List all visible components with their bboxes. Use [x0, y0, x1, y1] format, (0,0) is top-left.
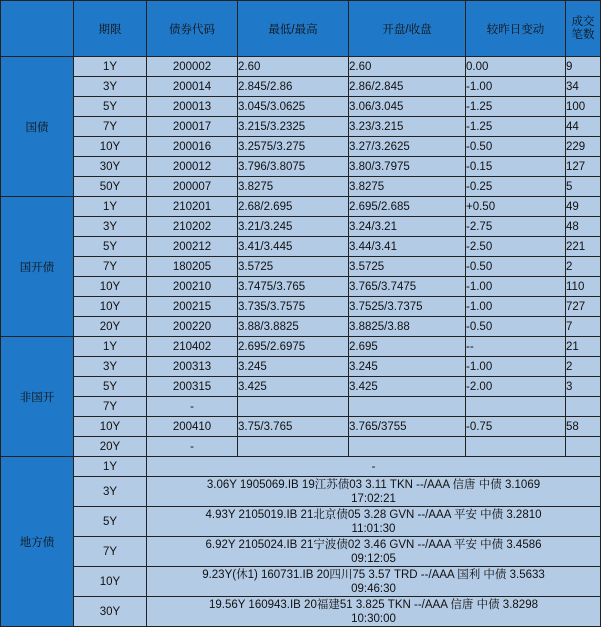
- bond-code-cell: -: [147, 397, 238, 417]
- table-row: [1, 537, 601, 567]
- category-cell: 国开债: [1, 197, 74, 337]
- trade-count-cell: 2: [566, 257, 601, 277]
- tenor-cell: 5Y: [74, 377, 147, 397]
- local-bond-time: 09:46:30: [351, 582, 396, 595]
- bond-code-cell: 180205: [147, 257, 238, 277]
- table-row: [1, 197, 601, 217]
- change-cell: -1.25: [466, 97, 566, 117]
- table-row: [1, 477, 601, 507]
- bond-code-cell: 200210: [147, 277, 238, 297]
- trade-count-cell: 127: [566, 157, 601, 177]
- trade-count-cell: [566, 437, 601, 457]
- header-code: 债券代码: [147, 1, 238, 57]
- trade-count-cell: 3: [566, 377, 601, 397]
- header-corner: [1, 1, 74, 57]
- tenor-cell: 7Y: [74, 257, 147, 277]
- open-close-cell: 3.8275: [349, 177, 466, 197]
- change-cell: -1.00: [466, 277, 566, 297]
- change-cell: [466, 397, 566, 417]
- trade-count-cell: 229: [566, 137, 601, 157]
- trade-count-cell: 5: [566, 177, 601, 197]
- header-open-close: 开盘/收盘: [349, 1, 466, 57]
- low-high-cell: 2.695/2.6975: [238, 337, 349, 357]
- table-row: [1, 57, 601, 77]
- open-close-cell: 2.695: [349, 337, 466, 357]
- tenor-cell: 3Y: [74, 217, 147, 237]
- tenor-cell: 1Y: [74, 57, 147, 77]
- trade-count-cell: 100: [566, 97, 601, 117]
- local-bond-time: 17:02:21: [351, 492, 396, 505]
- tenor-cell: 10Y: [74, 297, 147, 317]
- change-cell: [466, 437, 566, 457]
- tenor-cell: 5Y: [74, 507, 147, 537]
- low-high-cell: 3.75/3.765: [238, 417, 349, 437]
- bond-code-cell: 200002: [147, 57, 238, 77]
- tenor-cell: 30Y: [74, 597, 147, 627]
- change-cell: +0.50: [466, 197, 566, 217]
- tenor-cell: 10Y: [74, 417, 147, 437]
- table-row: [1, 417, 601, 437]
- trade-count-cell: 21: [566, 337, 601, 357]
- local-bond-detail-cell: [147, 477, 601, 507]
- category-cell: 地方债: [1, 457, 74, 627]
- tenor-cell: 3Y: [74, 77, 147, 97]
- low-high-cell: 2.845/2.86: [238, 77, 349, 97]
- open-close-cell: 3.80/3.7975: [349, 157, 466, 177]
- bond-code-cell: 200215: [147, 297, 238, 317]
- low-high-cell: 3.045/3.0625: [238, 97, 349, 117]
- tenor-cell: 30Y: [74, 157, 147, 177]
- low-high-cell: 2.60: [238, 57, 349, 77]
- open-close-cell: 3.8825/3.88: [349, 317, 466, 337]
- local-bond-time: 11:01:30: [351, 522, 396, 535]
- change-cell: -0.25: [466, 177, 566, 197]
- open-close-cell: 2.60: [349, 57, 466, 77]
- low-high-cell: 3.41/3.445: [238, 237, 349, 257]
- bond-code-cell: -: [147, 437, 238, 457]
- bond-code-cell: 200315: [147, 377, 238, 397]
- local-bond-detail-cell: [147, 507, 601, 537]
- change-cell: -2.50: [466, 237, 566, 257]
- local-bond-detail-line: 3.06Y 1905069.IB 19江苏债03 3.11 TKN --/AAA 信唐 中债 3.1069: [206, 478, 541, 491]
- header-low-high: 最低/最高: [238, 1, 349, 57]
- local-bond-detail-cell: [147, 597, 601, 627]
- local-bond-detail-line: 19.56Y 160943.IB 20福建51 3.825 TKN --/AAA 信唐 中债 3.8298: [208, 598, 538, 611]
- tenor-cell: 1Y: [74, 337, 147, 357]
- local-bond-detail-line: 4.93Y 2105019.IB 21北京债05 3.28 GVN --/AAA 平安 中债 3.2810: [205, 508, 542, 521]
- table-row: [1, 437, 601, 457]
- open-close-cell: 2.86/2.845: [349, 77, 466, 97]
- open-close-cell: 3.5725: [349, 257, 466, 277]
- table-row: [1, 567, 601, 597]
- tenor-cell: 10Y: [74, 567, 147, 597]
- local-bond-detail-cell: [147, 567, 601, 597]
- table-row: [1, 457, 601, 477]
- tenor-cell: 10Y: [74, 137, 147, 157]
- change-cell: -1.00: [466, 297, 566, 317]
- header-tenor: 期限: [74, 1, 147, 57]
- trade-count-cell: 110: [566, 277, 601, 297]
- table-row: [1, 357, 601, 377]
- low-high-cell: 3.245: [238, 357, 349, 377]
- open-close-cell: 3.44/3.41: [349, 237, 466, 257]
- low-high-cell: 3.425: [238, 377, 349, 397]
- table-row: [1, 177, 601, 197]
- change-cell: -2.00: [466, 377, 566, 397]
- low-high-cell: 3.88/3.8825: [238, 317, 349, 337]
- table-row: [1, 257, 601, 277]
- low-high-cell: 3.796/3.8075: [238, 157, 349, 177]
- change-cell: -2.75: [466, 217, 566, 237]
- trade-count-cell: [566, 397, 601, 417]
- low-high-cell: [238, 397, 349, 417]
- low-high-cell: 3.735/3.7575: [238, 297, 349, 317]
- low-high-cell: 2.68/2.695: [238, 197, 349, 217]
- bond-code-cell: 200313: [147, 357, 238, 377]
- trade-count-cell: 221: [566, 237, 601, 257]
- table-row: [1, 77, 601, 97]
- change-cell: -0.50: [466, 317, 566, 337]
- change-cell: -1.00: [466, 357, 566, 377]
- open-close-cell: 3.765/3755: [349, 417, 466, 437]
- open-close-cell: 3.425: [349, 377, 466, 397]
- trade-count-cell: 48: [566, 217, 601, 237]
- change-cell: -1.25: [466, 117, 566, 137]
- local-bond-time: 10:30:00: [351, 612, 396, 625]
- table-row: [1, 337, 601, 357]
- bond-code-cell: 210201: [147, 197, 238, 217]
- bond-code-cell: 200017: [147, 117, 238, 137]
- bond-code-cell: 200016: [147, 137, 238, 157]
- low-high-cell: [238, 437, 349, 457]
- table-row: [1, 137, 601, 157]
- header-row: [1, 1, 601, 57]
- change-cell: 0.00: [466, 57, 566, 77]
- open-close-cell: 3.23/3.215: [349, 117, 466, 137]
- bond-code-cell: 200014: [147, 77, 238, 97]
- tenor-cell: 7Y: [74, 117, 147, 137]
- bond-code-cell: 200410: [147, 417, 238, 437]
- change-cell: -0.50: [466, 257, 566, 277]
- table-row: [1, 97, 601, 117]
- header-change: 较昨日变动: [466, 1, 566, 57]
- table-row: [1, 297, 601, 317]
- local-bond-detail-cell: [147, 537, 601, 567]
- low-high-cell: 3.5725: [238, 257, 349, 277]
- table-row: [1, 597, 601, 627]
- local-bond-time: 09:12:05: [351, 552, 396, 565]
- category-cell: 国债: [1, 57, 74, 197]
- change-cell: -1.00: [466, 77, 566, 97]
- trade-count-cell: 34: [566, 77, 601, 97]
- low-high-cell: 3.215/3.2325: [238, 117, 349, 137]
- table-row: [1, 217, 601, 237]
- table-row: [1, 377, 601, 397]
- trade-count-cell: 727: [566, 297, 601, 317]
- tenor-cell: 5Y: [74, 237, 147, 257]
- open-close-cell: 3.765/3.7475: [349, 277, 466, 297]
- open-close-cell: 3.7525/3.7375: [349, 297, 466, 317]
- tenor-cell: 7Y: [74, 397, 147, 417]
- table-row: [1, 397, 601, 417]
- change-cell: --: [466, 337, 566, 357]
- local-bond-detail-line: 6.92Y 2105024.IB 21宁波债02 3.46 GVN --/AAA 平安 中债 3.4586: [205, 538, 542, 551]
- open-close-cell: 2.695/2.685: [349, 197, 466, 217]
- open-close-cell: 3.27/3.2625: [349, 137, 466, 157]
- bond-code-cell: 200012: [147, 157, 238, 177]
- table-row: [1, 277, 601, 297]
- tenor-cell: 5Y: [74, 97, 147, 117]
- table-row: [1, 317, 601, 337]
- tenor-cell: 10Y: [74, 277, 147, 297]
- header-trade-count: 成交笔数: [566, 1, 601, 57]
- change-cell: -0.15: [466, 157, 566, 177]
- bond-code-cell: 200007: [147, 177, 238, 197]
- trade-count-cell: 7: [566, 317, 601, 337]
- open-close-cell: 3.245: [349, 357, 466, 377]
- table-row: [1, 157, 601, 177]
- table-row: [1, 507, 601, 537]
- open-close-cell: [349, 397, 466, 417]
- local-bond-detail-line: 9.23Y(休1) 160731.IB 20四川75 3.57 TRD --/AAA 国利 中债 3.5633: [202, 568, 545, 581]
- tenor-cell: 3Y: [74, 477, 147, 507]
- bond-code-cell: 200013: [147, 97, 238, 117]
- change-cell: -0.50: [466, 137, 566, 157]
- tenor-cell: 50Y: [74, 177, 147, 197]
- trade-count-cell: 44: [566, 117, 601, 137]
- low-high-cell: 3.21/3.245: [238, 217, 349, 237]
- bond-code-cell: 200212: [147, 237, 238, 257]
- low-high-cell: 3.2575/3.275: [238, 137, 349, 157]
- trade-count-cell: 49: [566, 197, 601, 217]
- open-close-cell: 3.06/3.045: [349, 97, 466, 117]
- tenor-cell: 3Y: [74, 357, 147, 377]
- tenor-cell: 20Y: [74, 317, 147, 337]
- table-body: [1, 57, 601, 627]
- bond-code-cell: 210402: [147, 337, 238, 357]
- change-cell: -0.75: [466, 417, 566, 437]
- table-row: [1, 117, 601, 137]
- table-row: [1, 237, 601, 257]
- trade-count-cell: 58: [566, 417, 601, 437]
- tenor-cell: 1Y: [74, 197, 147, 217]
- tenor-cell: 1Y: [74, 457, 147, 477]
- open-close-cell: [349, 437, 466, 457]
- local-bond-detail-cell: [147, 457, 601, 477]
- bond-code-cell: 210202: [147, 217, 238, 237]
- local-bond-detail-line: -: [371, 460, 376, 473]
- category-cell: 非国开: [1, 337, 74, 457]
- low-high-cell: 3.7475/3.765: [238, 277, 349, 297]
- trade-count-cell: 2: [566, 357, 601, 377]
- low-high-cell: 3.8275: [238, 177, 349, 197]
- tenor-cell: 20Y: [74, 437, 147, 457]
- bond-code-cell: 200220: [147, 317, 238, 337]
- tenor-cell: 7Y: [74, 537, 147, 567]
- trade-count-cell: 9: [566, 57, 601, 77]
- open-close-cell: 3.24/3.21: [349, 217, 466, 237]
